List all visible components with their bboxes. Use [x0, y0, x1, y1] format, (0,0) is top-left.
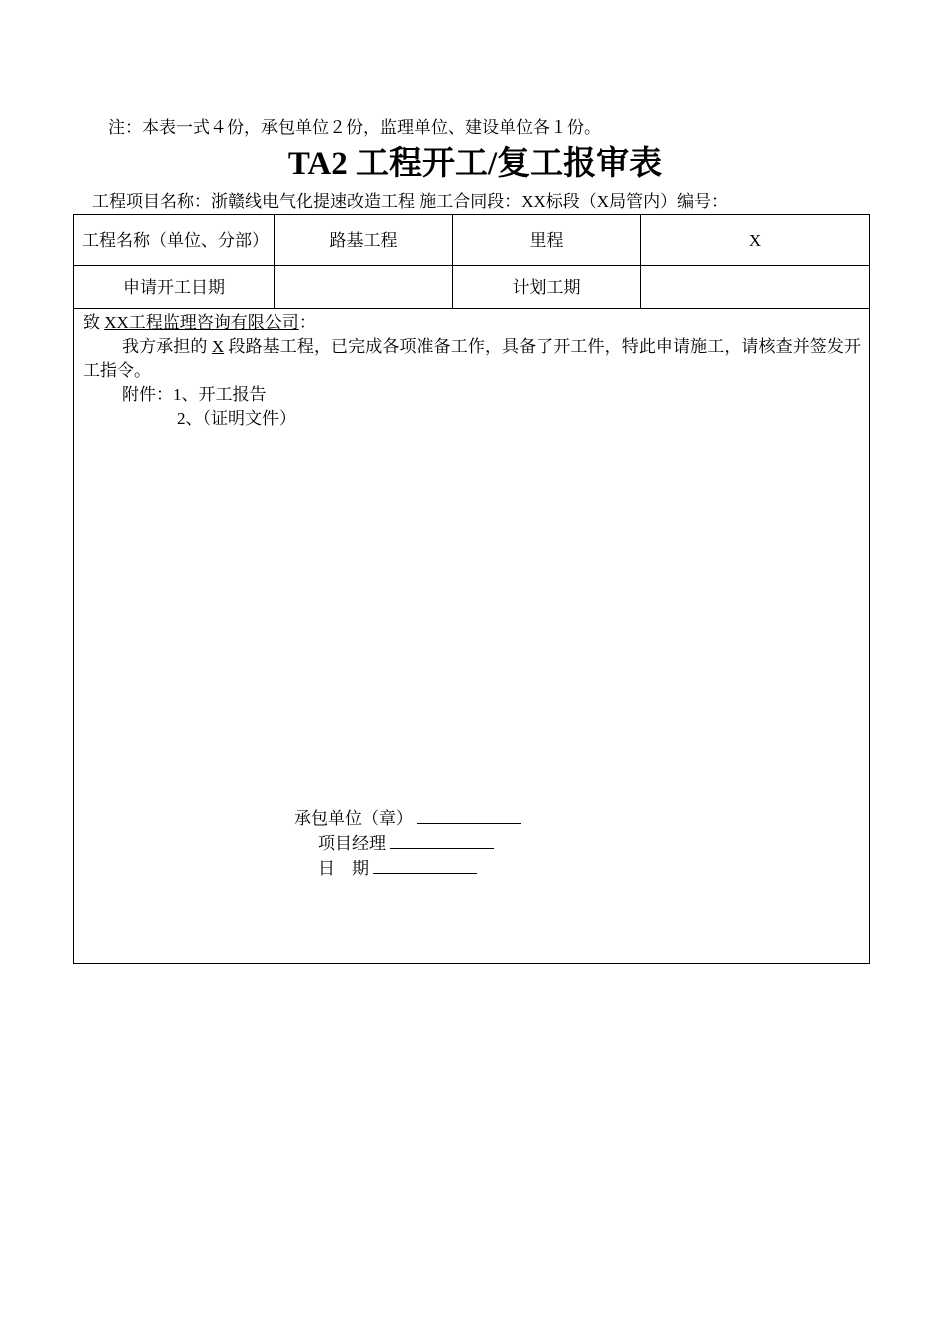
- date-line: [294, 856, 521, 881]
- table-row: [74, 266, 870, 309]
- mileage-label: 里程: [453, 215, 641, 266]
- paragraph-lead: 我方承担的: [122, 337, 212, 356]
- distribution-note: 注：本表一式４份，承包单位２份，监理单位、建设单位各１份。: [108, 118, 601, 137]
- contractor-seal-line: [294, 806, 521, 831]
- addressee-suffix: ：: [298, 313, 316, 332]
- mileage-value: X: [641, 215, 870, 266]
- table-row: [74, 309, 870, 964]
- attachment-2: 2、（证明文件）: [177, 409, 296, 428]
- project-name-label: 工程名称（单位、分部）: [74, 215, 275, 266]
- project-manager-line: [294, 831, 521, 856]
- planned-duration-value: [641, 266, 870, 309]
- date-label: 日 期: [318, 859, 369, 878]
- application-body: [83, 311, 861, 431]
- attachment-1: 附件：1、开工报告: [122, 385, 267, 404]
- table-row: [74, 215, 870, 266]
- project-name-value: 路基工程: [275, 215, 453, 266]
- project-manager-label: 项目经理: [318, 834, 386, 853]
- start-date-value: [275, 266, 453, 309]
- addressee-prefix: 致: [83, 313, 105, 332]
- paragraph-rest: 段路基工程，已完成各项准备工作，具备了开工件，特此申请施工，请核查并签发开工指令。: [83, 337, 862, 380]
- project-info-line: 工程项目名称：浙赣线电气化提速改造工程 施工合同段：XX标段（X局管内）编号：: [92, 192, 729, 211]
- signature-block: [294, 806, 521, 881]
- application-paragraph: [83, 335, 861, 383]
- project-manager-blank: [390, 831, 494, 849]
- contractor-seal-label: 承包单位（章）: [294, 809, 413, 828]
- form-title: TA2 工程开工/复工报审表: [287, 146, 663, 182]
- start-date-label: 申请开工日期: [74, 266, 275, 309]
- contractor-seal-blank: [417, 806, 521, 824]
- date-blank: [373, 856, 477, 874]
- application-form-table: [73, 214, 870, 964]
- supervisor-company: XX工程监理咨询有限公司: [104, 313, 299, 332]
- section-name: X: [211, 337, 225, 356]
- application-body-cell: [74, 309, 870, 964]
- addressee-line: [83, 311, 861, 335]
- planned-duration-label: 计划工期: [453, 266, 641, 309]
